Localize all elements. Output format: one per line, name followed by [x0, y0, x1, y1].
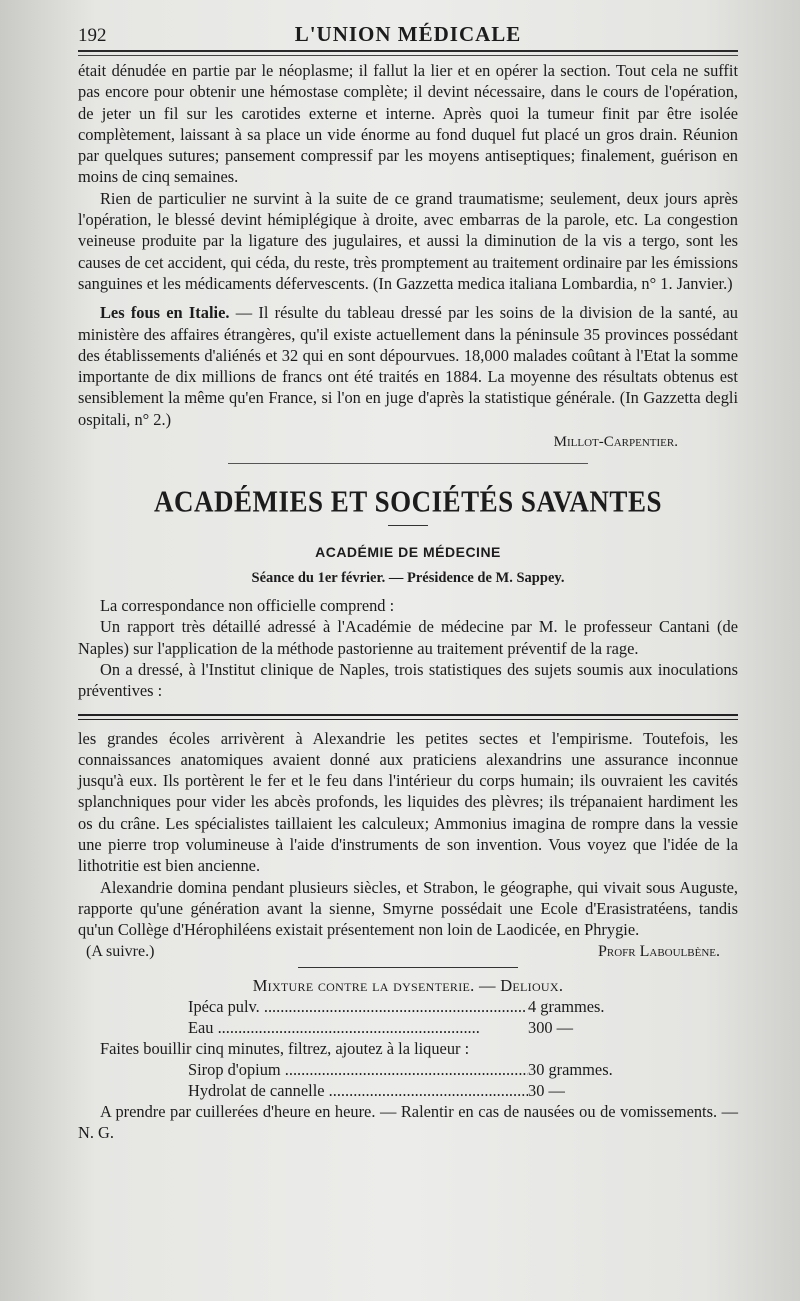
recipe-ingredient — [78, 996, 738, 1017]
feuilleton-footer — [78, 943, 738, 961]
recipe-ingredient — [78, 1080, 738, 1101]
feuilleton-paragraph: les grandes écoles arrivèrent à Alexandrie les petites sectes et l'empirisme. Toutefois, les connaissances anatomiques avaient donné aux praticiens alexandrins une assurance inconnue jusqu'à eux. Ils portèrent le fer et le feu dans l'intérieur du corps humain; ils ouvraient les cavités splanchniques pour vider les abcès profonds, les liquides des plèvres; ils trépanaient hardiment les os du crâne. Les spécialistes taillaient les calculeux; Ammonius imagina de rompre dans la vessie une pierre trop volumineuse à l'aide d'instruments de son invention. Vous voyez que l'idée de la lithotritie est bien ancienne. — [78, 728, 738, 876]
recipe-block — [78, 996, 738, 1144]
feuilleton-paragraph: Alexandrie domina pendant plusieurs siècles, et Strabon, le géographe, qui vivait sous Auguste, rapporte qu'une génération avant la sienne, Smyrne possédait une Ecole d'Erasistratéens, tandis qu'un Collège d'Hérophiléens existait présentement non loin de Laodicée, en Phrygie. — [78, 877, 738, 940]
ingredient-quantity: 30 grammes. — [528, 1059, 613, 1079]
fous-article-body: — Il résulte du tableau dressé par les soins de la division de la santé, au ministère des affaires étrangères, qu'il existe actuellement dans la péninsule 35 provinces possédant des établissements d'aliénés et 32 qui en sont dépourvues. 18,000 malades coûtant à l'Etat la somme importante de dix millions de francs ont été traités en 1884. La moyenne des résultats obtenus est sensiblement la même qu'en France, si l'on en juge d'après la statistique générale. (In Gazzetta degli ospitali, n° 2.) — [78, 303, 738, 429]
to-be-continued: (A suivre.) — [86, 942, 155, 960]
author-signature: Millot-Carpentier. — [553, 434, 678, 451]
page-header — [78, 22, 738, 52]
feuilleton-separator — [78, 714, 738, 720]
ingredient-quantity: 30 — — [528, 1080, 565, 1100]
section-heading: ACADÉMIES ET SOCIÉTÉS SAVANTES — [154, 483, 662, 519]
fous-article — [78, 302, 738, 430]
recipe-title: Mixture contre la dysenterie. — Delioux. — [252, 975, 564, 995]
ingredient-name: Eau ..... — [188, 1017, 528, 1038]
page-number: 192 — [78, 25, 107, 46]
recipe-ingredient — [78, 1059, 738, 1080]
recipe-dosage: A prendre par cuillerées d'heure en heure. — Ralentir en cas de nausées ou de vomissements. — N. G. — [78, 1101, 738, 1143]
section-separator — [228, 463, 588, 464]
header-rule — [78, 55, 738, 56]
ingredient-name: Sirop d'opium ..... — [188, 1059, 528, 1080]
ingredient-name: Ipéca pulv. ..... — [188, 996, 528, 1017]
academy-paragraph: Un rapport très détaillé adressé à l'Académie de médecine par M. le professeur Cantani (de Naples) sur l'application de la méthode pastorienne au traitement préventif de la rage. — [78, 617, 738, 658]
recipe-instruction: Faites bouillir cinq minutes, filtrez, ajoutez à la liqueur : — [100, 1038, 470, 1058]
academy-paragraph: La correspondance non officielle comprend : — [100, 596, 395, 616]
ingredient-quantity: 300 — — [528, 1017, 574, 1037]
article-paragraph: était dénudée en partie par le néoplasme; il fallut la lier et en opérer la section. Tout cela ne suffit pas encore pour obtenir une hémostase complète; il devint nécessaire, dans le cours de l'opération, de jeter un fil sur les carotides externe et interne. Après quoi la tumeur finit par être isolée complètement, laissant à sa place un vide énorme au fond duquel fut placé un gros drain. Réunion par quelques sutures; pansement compressif par les moyens antiseptiques; finalement, guérison en moins de cinq semaines. — [78, 61, 738, 187]
journal-title: L'UNION MÉDICALE — [294, 22, 522, 46]
fous-article-title: Les fous en Italie. — [100, 303, 230, 323]
article-paragraph: Rien de particulier ne survint à la suite de ce grand traumatisme; seulement, deux jours après l'opération, le blessé devint hémiplégique à droite, avec embarras de la parole, etc. La congestion veineuse produite par la ligature des jugulaires, et aussi la diminution de la vis a tergo, sont les causes de cet accident, qui céda, du reste, très promptement au traitement ordinaire par les émissions sanguines et les médicaments défervescents. (In Gazzetta medica italiana Lombardia, n° 1. Janvier.) — [78, 188, 738, 293]
academy-heading: ACADÉMIE DE MÉDECINE — [315, 544, 501, 561]
recipe-ingredient — [78, 1017, 738, 1038]
heading-rule — [388, 525, 428, 526]
seance-line: Séance du 1er février. — Présidence de M. Sappey. — [251, 570, 565, 587]
academy-paragraph: On a dressé, à l'Institut clinique de Naples, trois statistiques des sujets soumis aux inoculations préventives : — [78, 659, 738, 701]
mixture-rule — [298, 967, 518, 968]
ingredient-quantity: 4 grammes. — [528, 996, 605, 1016]
ingredient-name: Hydrolat de cannelle ..... — [188, 1080, 528, 1101]
feuilleton-author: Profr Laboulbène. — [597, 942, 720, 960]
